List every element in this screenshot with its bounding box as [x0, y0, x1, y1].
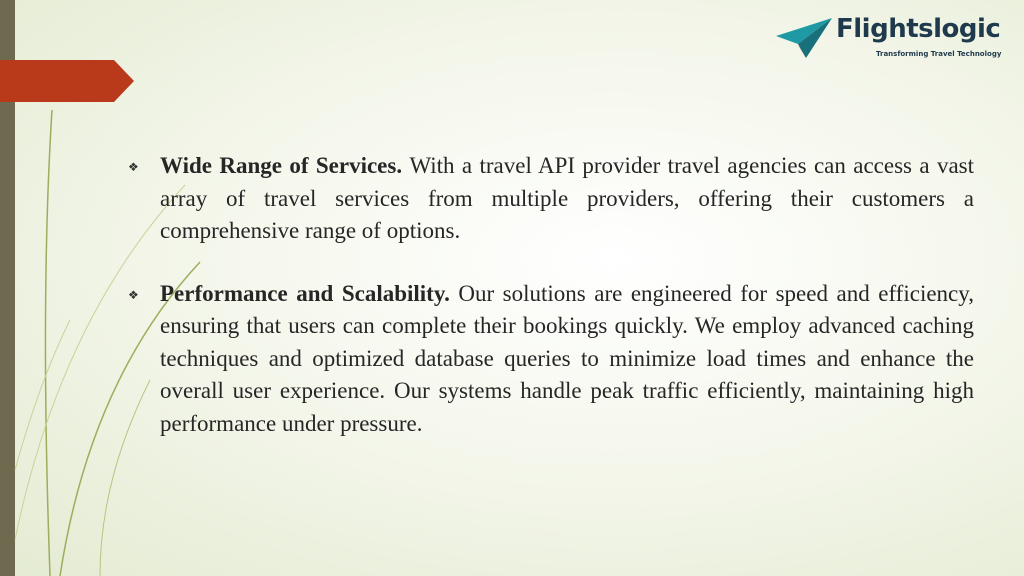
- bullet-item: [128, 278, 974, 441]
- bullet-title: Wide Range of Services.: [160, 153, 410, 178]
- bullet-title: Performance and Scalability.: [160, 280, 459, 306]
- logo-name: Flightslogic: [836, 14, 1001, 44]
- bullet-text: Our solutions are engineered for speed and efficiency, ensuring that users can complete their bookings quickly. We employ advanced caching techniques and optimized database queries to minimize load times and enhance the overall user experience. Our systems handle peak traffic efficiently, maintaining high performance under pressure.: [160, 280, 975, 436]
- diamond-bullet-icon: ❖: [128, 287, 139, 302]
- bullet-item: [128, 150, 974, 248]
- red-tab: [0, 60, 134, 102]
- flightslogic-logo: [776, 12, 1006, 64]
- diamond-bullet-icon: ❖: [128, 160, 139, 174]
- logo-tagline: Transforming Travel Technology: [876, 50, 1002, 58]
- paper-plane-icon: [776, 18, 832, 58]
- bullet-text: With a travel API provider travel agencies can access a vast array of travel services from multiple providers, offering their customers a comprehensive range of options.: [160, 153, 974, 243]
- slide-content: [128, 150, 974, 470]
